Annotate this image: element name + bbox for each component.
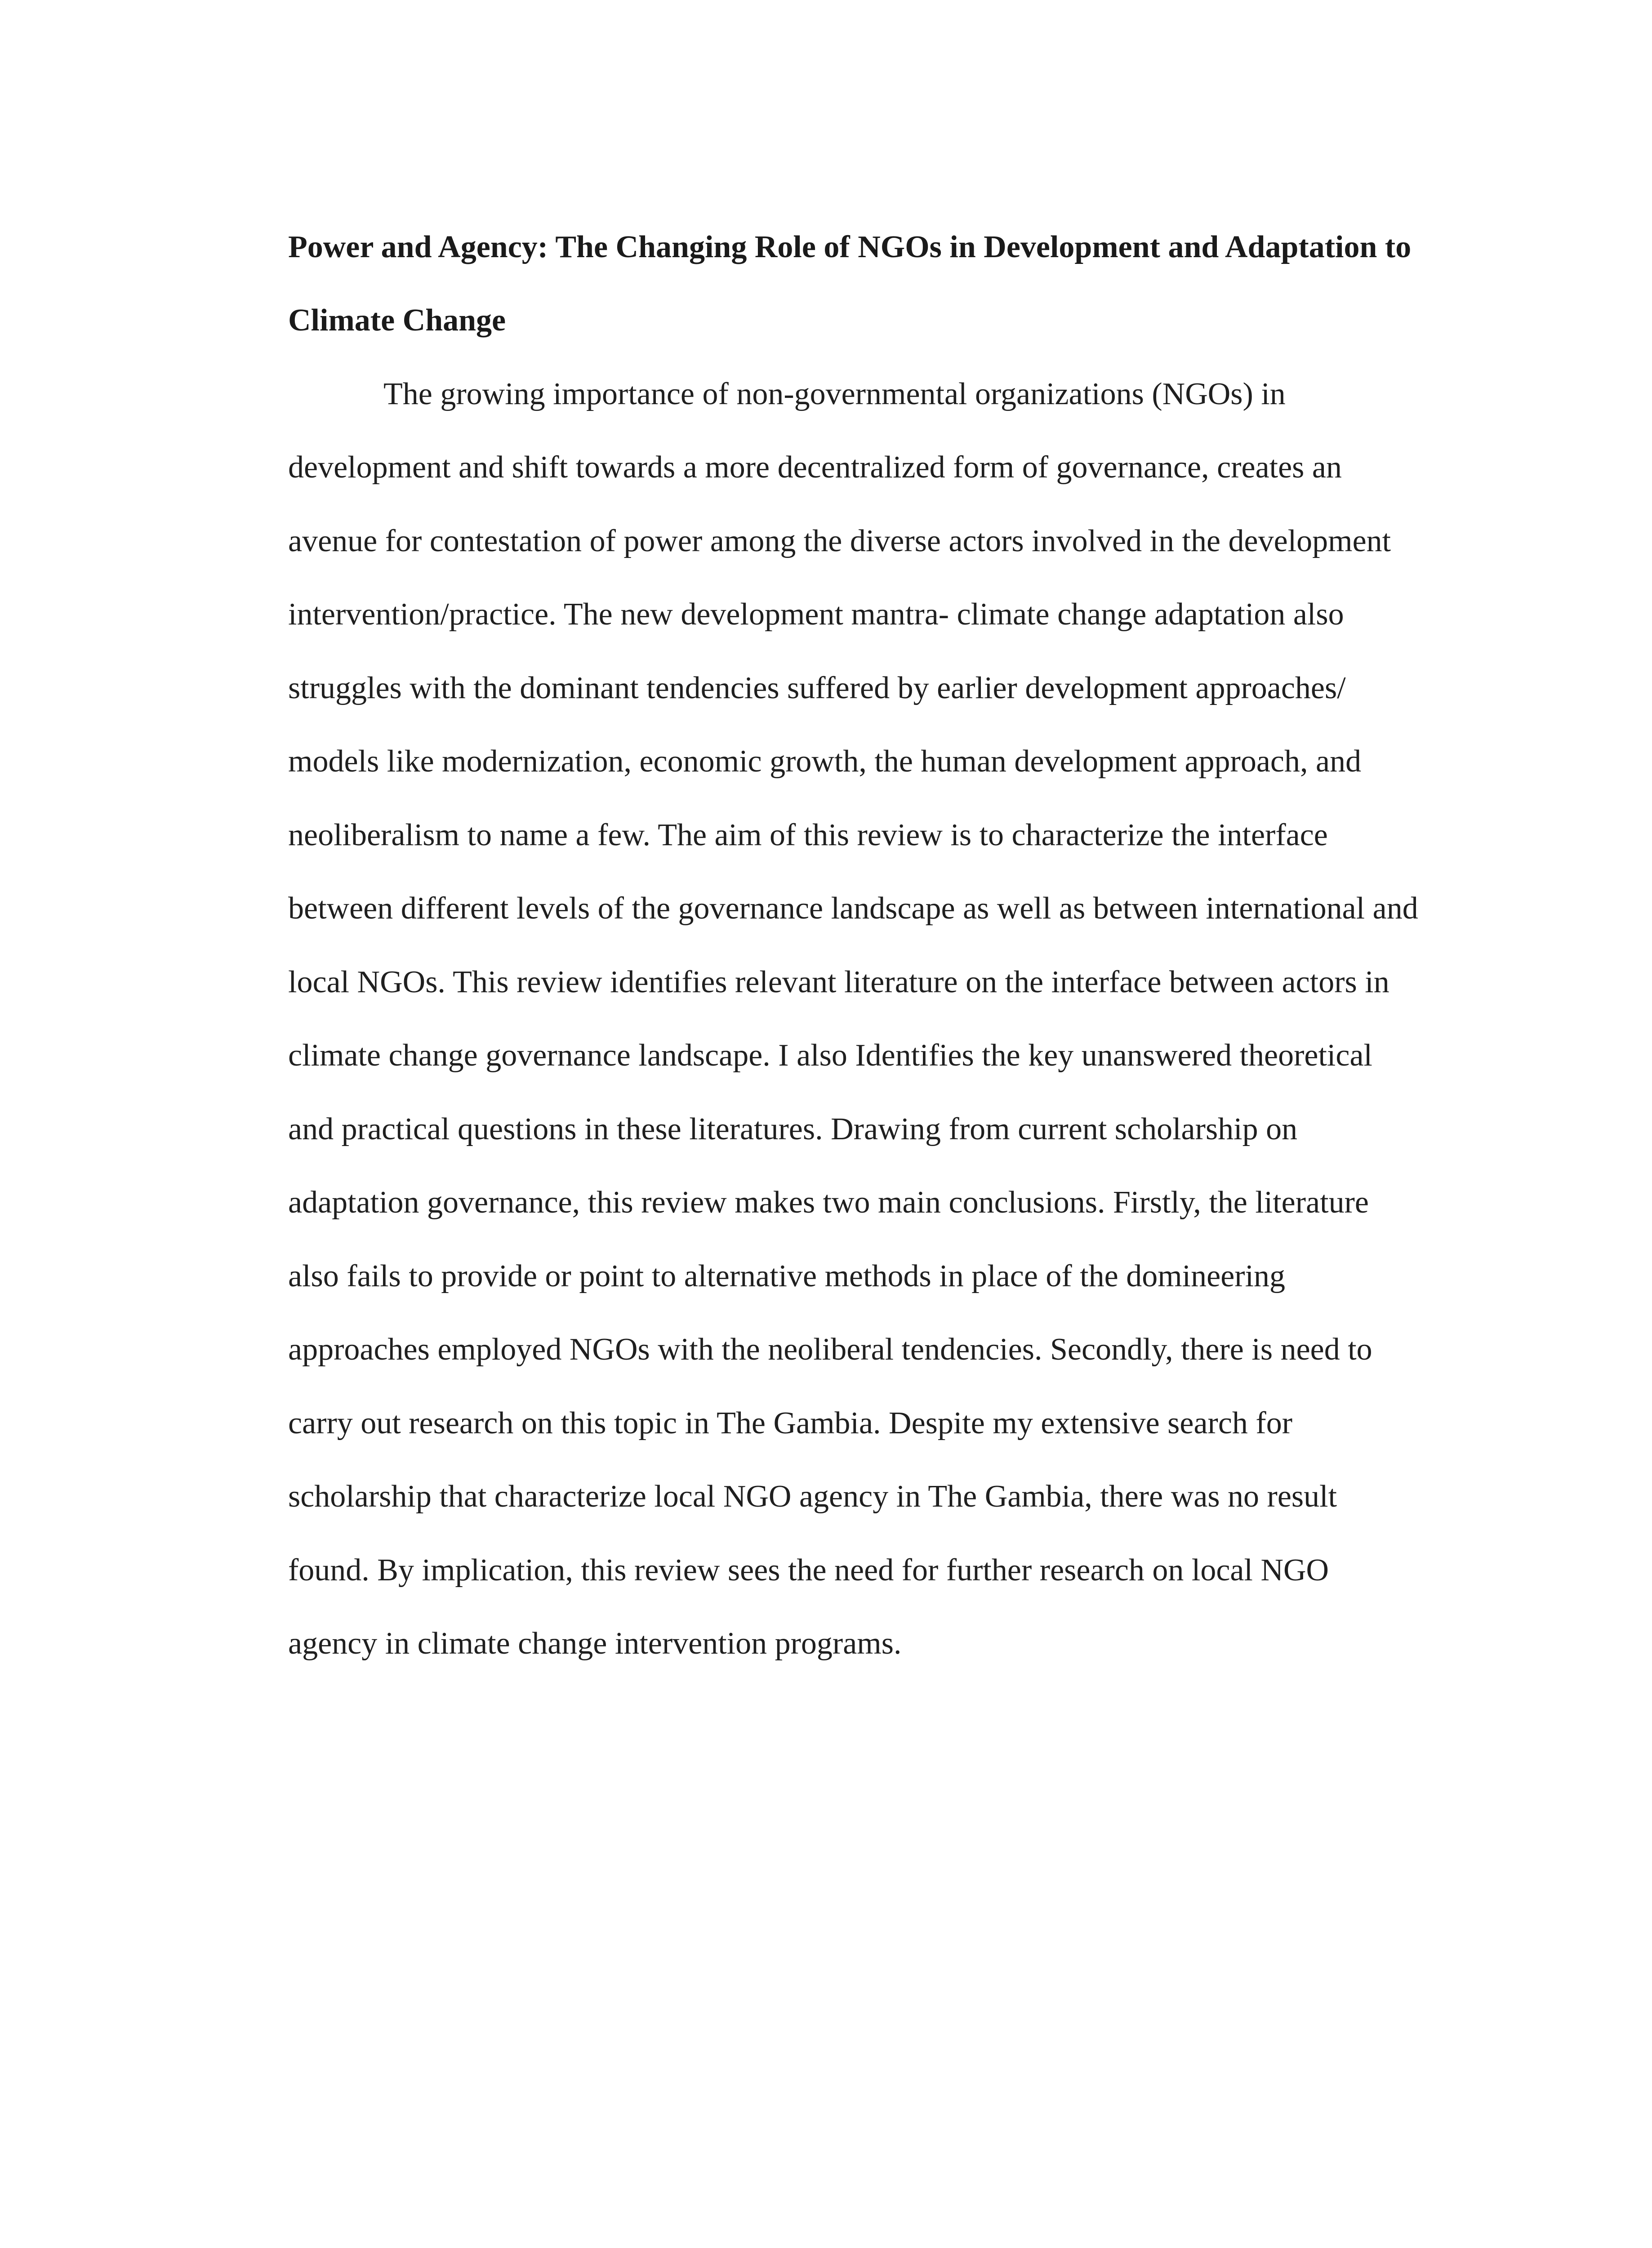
- body-line-4: intervention/practice. The new development mantra- climate change adaptation also: [288, 597, 1344, 632]
- body-line-16: scholarship that characterize local NGO agency in The Gambia, there was no result: [288, 1479, 1337, 1514]
- body-line-3: avenue for contestation of power among the diverse actors involved in the development: [288, 524, 1391, 558]
- body-line-6: models like modernization, economic growth, the human development approach, and: [288, 744, 1362, 779]
- body-line-13: also fails to provide or point to alternative methods in place of the domineering: [288, 1259, 1286, 1293]
- title-line-1: Power and Agency: The Changing Role of NGOs in Development and Adaptation to: [288, 230, 1412, 264]
- body-line-12: adaptation governance, this review makes two main conclusions. Firstly, the literature: [288, 1185, 1369, 1220]
- body-line-18: agency in climate change intervention programs.: [288, 1626, 902, 1661]
- body-line-7: neoliberalism to name a few. The aim of this review is to characterize the interface: [288, 818, 1328, 852]
- body-line-14: approaches employed NGOs with the neoliberal tendencies. Secondly, there is need to: [288, 1332, 1372, 1367]
- body-line-15: carry out research on this topic in The Gambia. Despite my extensive search for: [288, 1406, 1293, 1441]
- title-line-2: Climate Change: [288, 303, 506, 338]
- body-line-10: climate change governance landscape. I also Identifies the key unanswered theoretical: [288, 1038, 1372, 1073]
- body-line-5: struggles with the dominant tendencies suffered by earlier development approaches/: [288, 671, 1346, 705]
- body-line-2: development and shift towards a more decentralized form of governance, creates an: [288, 450, 1342, 485]
- body-line-17: found. By implication, this review sees the need for further research on local NGO: [288, 1553, 1329, 1588]
- body-line-1: The growing importance of non-governmental organizations (NGOs) in: [383, 377, 1286, 411]
- body-line-8: between different levels of the governance landscape as well as between international and: [288, 891, 1418, 926]
- body-line-11: and practical questions in these literatures. Drawing from current scholarship on: [288, 1112, 1298, 1146]
- body-line-9: local NGOs. This review identifies relevant literature on the interface between actors in: [288, 965, 1389, 999]
